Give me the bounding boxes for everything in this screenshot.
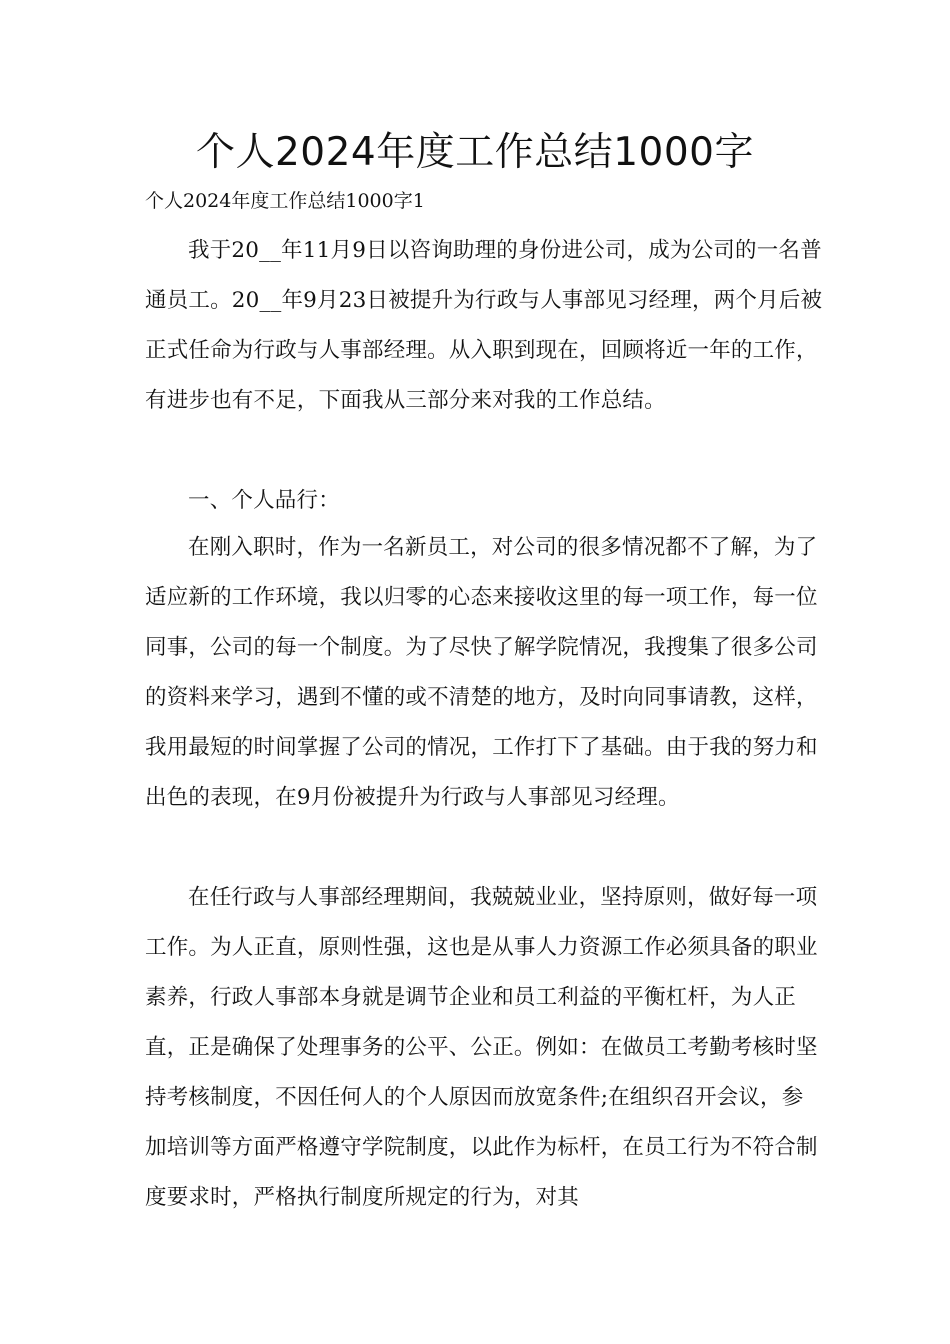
paragraph-manager-tenure: 在任行政与人事部经理期间，我兢兢业业，坚持原则，做好每一项工作。为人正直，原则性强，这也是从事人力资源工作必须具备的职业素养，行政人事部本身就是调节企业和员工利益的平衡杠杆，为人正直，正是确保了处理事务的公平、公正。例如：在做员工考勤考核时坚持考核制度，不因任何人的个人原因而放宽条件;在组织召开会议，参加培训等方面严格遵守学院制度，以此作为标杆，在员工行为不符合制度要求时，严格执行制度所规定的行为，对其 (145, 885, 818, 1210)
document-title: 个人2024年度工作总结1000字 (195, 130, 754, 175)
paragraph-onboarding: 在刚入职时，作为一名新员工，对公司的很多情况都不了解，为了适应新的工作环境，我以归零的心态来接收这里的每一项工作，每一位同事，公司的每一个制度。为了尽快了解学院情况，我搜集了很多公司的资料来学习，遇到不懂的或不清楚的地方，及时向同事请教，这样，我用最短的时间掌握了公司的情况，工作打下了基础。由于我的努力和出色的表现，在9月份被提升为行政与人事部见习经理。 (145, 535, 818, 810)
document-subtitle: 个人2024年度工作总结1000字1 (145, 190, 425, 212)
section-heading-personal-conduct: 一、个人品行： (188, 488, 340, 513)
paragraph-intro: 我于20__年11月9日以咨询助理的身份进公司，成为公司的一名普通员工。20__年9月23日被提升为行政与人事部见习经理，两个月后被正式任命为行政与人事部经理。从入职到现在，回顾将近一年的工作，有进步也有不足，下面我从三部分来对我的工作总结。 (145, 238, 823, 413)
